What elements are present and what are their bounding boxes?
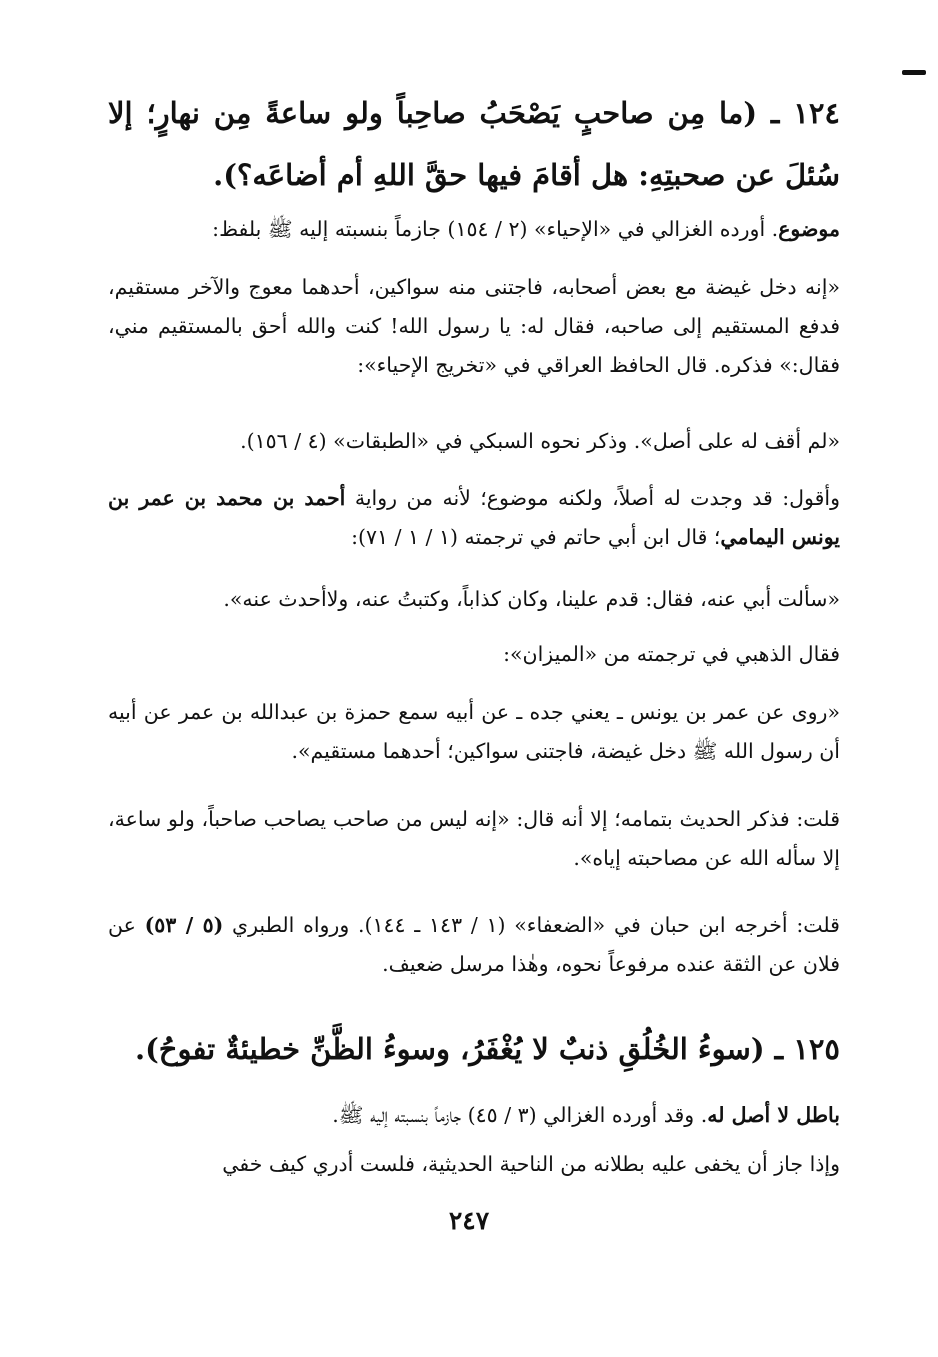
narrator-name: أحمد بن محمد بن عمر بن يونس اليمامي [108, 486, 840, 549]
tabari-reference: (٥ / ٥٣) [144, 913, 224, 937]
hadith-125-title: ١٢٥ ـ (سوءُ الخُلُقِ ذنبٌ لا يُغْفَرُ، وسوءُ الظَّنِّ خطيئةٌ تفوحُ). [134, 1032, 840, 1066]
ibn-hibban-text-before: قلت: أخرجه ابن حبان في «الضعفاء» (١ / ١٤٣ ـ ١٤٤). ورواه الطبري [232, 913, 840, 937]
paragraph-iraqi-quote: «لم أقف له على أصل». وذكر نحوه السبكي في «الطبقات» (٤ / ١٥٦). [240, 429, 840, 453]
ibn-hibban-text-after: عن فلان عن الثقة عنده مرفوعاً نحوه، وهٰذا مرسل ضعيف. [108, 913, 840, 976]
paragraph-ibn-hibban [108, 906, 840, 984]
ruling-text: . أورده الغزالي في «الإحياء» (٢ / ١٥٤) جازماً بنسبته إليه ﷺ بلفظ: [212, 217, 779, 241]
paragraph-ruling-124 [108, 210, 840, 249]
comment-text-before: وأقول: قد وجدت له أصلاً، ولكنه موضوع؛ لأنه من رواية [354, 486, 840, 510]
paragraph-ruling-125 [108, 1096, 840, 1135]
paragraph-ghazali-quote: «إنه دخل غيضة مع بعض أصحابه، فاجتنى منه سواكين، أحدهما معوج والآخر مستقيم، فدفع المستقيم إلى صاحبه، فقال له: يا رسول الله! كنت والله أحق بالمستقيم مني، فقال:» فذكره. قال الحافظ العراقي في «تخريج الإحياء»: [108, 275, 840, 377]
ruling-label-125: باطل لا أصل له [707, 1103, 840, 1127]
paragraph-continuation: وإذا جاز أن يخفى عليه بطلانه من الناحية الحديثية، فلست أدري كيف خفي [222, 1152, 840, 1176]
paragraph-abi-hatim-quote: «سألت أبي عنه، فقال: قدم علينا، وكان كذاباً، وكتبتُ عنه، ولاأحدث عنه». [223, 587, 840, 611]
paragraph-full-hadith: قلت: فذكر الحديث بتمامه؛ إلا أنه قال: «إنه ليس من صاحب يصاحب صاحباً، ولو ساعة، إلا سأله الله عن مصاحبته إياه». [108, 807, 840, 870]
paragraph-mizan-quote: «روى عن عمر بن يونس ـ يعني جده ـ عن أبيه سمع حمزة بن عبدالله بن عمر عن أبيه أن رسول الله ﷺ دخل غيضة، فاجتنى سواكين؛ أحدهما مستقيم». [108, 700, 840, 763]
hadith-124-title: ١٢٤ ـ (ما مِن صاحبٍ يَصْحَبُ صاحِباً ولو ساعةً مِن نهارٍ؛ إلا سُئلَ عن صحبتِهِ: هل أقامَ فيها حقَّ اللهِ أم أضاعَه؟). [108, 96, 840, 192]
page-edge-mark [902, 70, 926, 75]
paragraph-author-comment [108, 479, 840, 557]
comment-text-after: ؛ قال ابن أبي حاتم في ترجمته (١ / ١ / ٧١): [351, 525, 721, 549]
paragraph-dhahabi-intro: فقال الذهبي في ترجمته من «الميزان»: [503, 642, 840, 666]
ruling-text-125: . وقد أورده الغزالي (٣ / ٤٥) جازماً بنسبته إليه ﷺ. [332, 1103, 708, 1127]
ruling-label: موضوع [778, 217, 840, 241]
page-number: ٢٤٧ [448, 1206, 490, 1235]
